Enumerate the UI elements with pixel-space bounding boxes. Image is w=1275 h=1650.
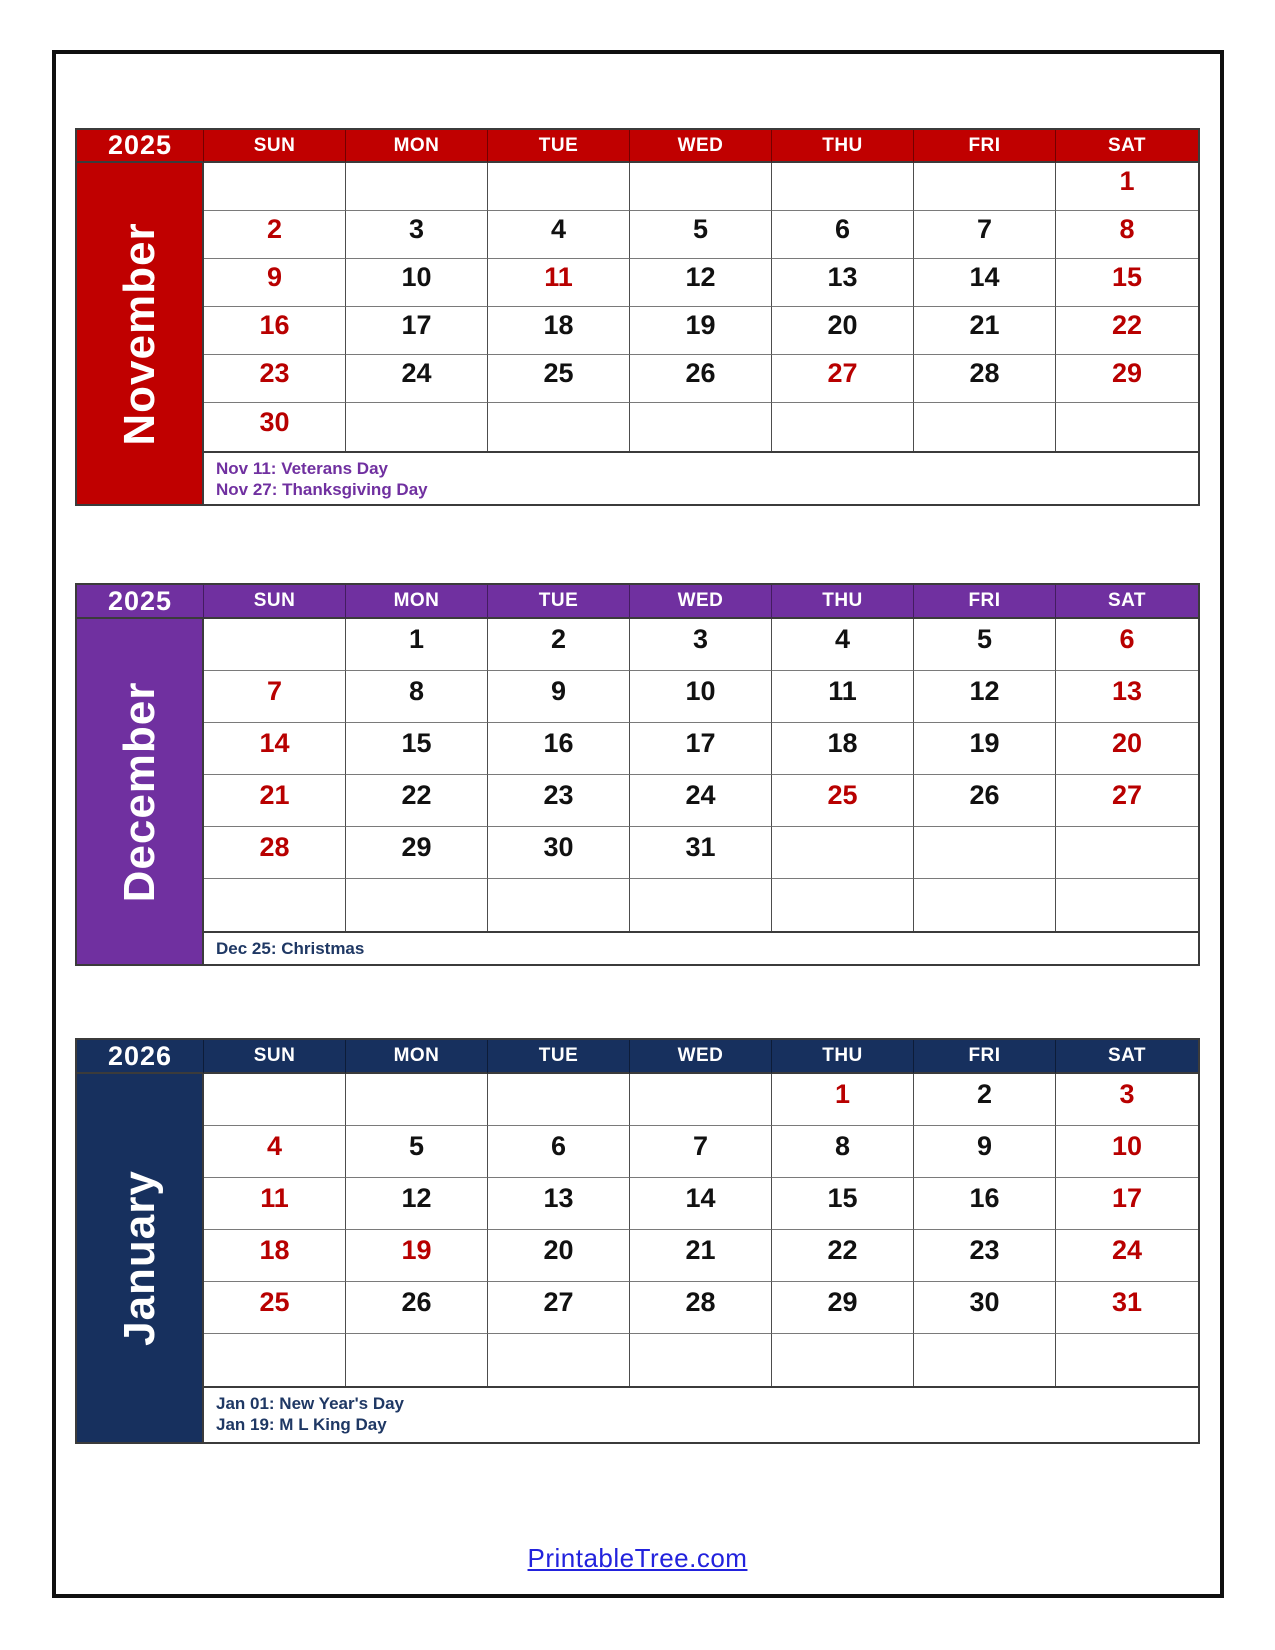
day-header-mon: MON [346,130,488,163]
date-cell-november-28 [914,355,1056,403]
date-cell-empty [630,163,772,211]
date-cell-empty [204,1074,346,1126]
day-header-sun: SUN [204,130,346,163]
date-number: 17 [685,728,716,758]
date-cell-november-17 [346,307,488,355]
date-number: 18 [827,728,858,758]
holiday-footer [204,931,1198,964]
date-number: 13 [543,1183,574,1213]
date-cell-empty [772,163,914,211]
date-cell-november-18 [488,307,630,355]
date-cell-empty [488,879,630,931]
day-header-wed: WED [630,1040,772,1074]
month-band [77,1074,204,1442]
footer-link[interactable]: PrintableTree.com [527,1543,748,1573]
date-cell-empty [346,879,488,931]
date-cell-december-1 [346,619,488,671]
day-header-tue: TUE [488,1040,630,1074]
date-number: 14 [259,728,290,758]
date-number: 22 [401,780,432,810]
date-cell-empty [1056,827,1198,879]
date-cell-january-15 [772,1178,914,1230]
date-number: 24 [401,358,432,388]
date-cell-november-26 [630,355,772,403]
date-cell-january-23 [914,1230,1056,1282]
date-number: 25 [543,358,574,388]
date-cell-december-26 [914,775,1056,827]
day-header-fri: FRI [914,585,1056,619]
holiday-line: Jan 19: M L King Day [216,1415,387,1434]
date-cell-empty [204,163,346,211]
date-cell-november-6 [772,211,914,259]
date-cell-november-21 [914,307,1056,355]
date-number: 15 [401,728,432,758]
date-number: 2 [550,624,567,654]
date-cell-empty [914,879,1056,931]
date-number: 24 [1111,1235,1143,1265]
date-number: 7 [692,1131,709,1161]
date-number: 1 [408,624,425,654]
date-cell-november-12 [630,259,772,307]
date-number: 14 [969,262,1000,292]
date-number: 27 [1111,780,1143,810]
date-number: 20 [1111,728,1143,758]
date-number: 21 [685,1235,716,1265]
date-number: 8 [1119,214,1135,244]
date-number: 10 [685,676,716,706]
date-number: 21 [969,310,1000,340]
day-header-tue: TUE [488,585,630,619]
day-header-wed: WED [630,130,772,163]
date-number: 3 [1119,1079,1135,1109]
date-number: 28 [259,832,290,862]
year-cell: 2025 [77,585,204,619]
date-number: 13 [827,262,858,292]
date-cell-december-2 [488,619,630,671]
date-number: 15 [1111,262,1143,292]
date-cell-empty [630,403,772,451]
date-cell-december-29 [346,827,488,879]
month-label: January [114,1170,164,1346]
date-number: 13 [1111,676,1143,706]
day-header-sat: SAT [1056,1040,1198,1074]
date-cell-empty [1056,1334,1198,1386]
date-cell-empty [630,879,772,931]
day-header-thu: THU [772,130,914,163]
date-number: 2 [976,1079,993,1109]
date-cell-november-13 [772,259,914,307]
date-cell-december-19 [914,723,1056,775]
date-cell-january-19 [346,1230,488,1282]
date-number: 15 [827,1183,858,1213]
date-cell-empty [914,403,1056,451]
date-cell-january-21 [630,1230,772,1282]
year-cell: 2026 [77,1040,204,1074]
date-number: 4 [834,624,851,654]
date-cell-empty [914,1334,1056,1386]
date-cell-empty [488,1074,630,1126]
day-header-fri: FRI [914,130,1056,163]
date-cell-december-3 [630,619,772,671]
month-january [75,1038,1200,1444]
day-header-sun: SUN [204,1040,346,1074]
date-cell-january-31 [1056,1282,1198,1334]
date-number: 5 [976,624,993,654]
date-number: 31 [685,832,716,862]
date-cell-november-16 [204,307,346,355]
date-cell-january-9 [914,1126,1056,1178]
holiday-line: Dec 25: Christmas [216,939,365,958]
date-number: 7 [976,214,993,244]
day-header-tue: TUE [488,130,630,163]
month-band [77,619,204,964]
date-number: 22 [1111,310,1143,340]
date-cell-empty [772,827,914,879]
date-number: 11 [544,262,573,292]
date-cell-december-10 [630,671,772,723]
day-header-mon: MON [346,1040,488,1074]
date-cell-december-30 [488,827,630,879]
date-cell-december-27 [1056,775,1198,827]
date-cell-november-8 [1056,211,1198,259]
date-number: 5 [408,1131,425,1161]
date-cell-empty [488,403,630,451]
date-cell-january-20 [488,1230,630,1282]
date-cell-january-2 [914,1074,1056,1126]
date-cell-november-15 [1056,259,1198,307]
date-cell-empty [772,1334,914,1386]
date-number: 9 [266,262,283,292]
day-header-fri: FRI [914,1040,1056,1074]
date-number: 16 [543,728,574,758]
date-cell-november-14 [914,259,1056,307]
date-cell-empty [630,1334,772,1386]
date-number: 3 [408,214,425,244]
day-header-sun: SUN [204,585,346,619]
date-number: 29 [827,1287,858,1317]
date-cell-december-20 [1056,723,1198,775]
date-cell-empty [488,1334,630,1386]
date-number: 30 [543,832,574,862]
date-cell-january-22 [772,1230,914,1282]
date-number: 17 [401,310,432,340]
date-cell-november-3 [346,211,488,259]
date-cell-november-30 [204,403,346,451]
date-cell-january-8 [772,1126,914,1178]
date-cell-january-4 [204,1126,346,1178]
date-cell-empty [204,619,346,671]
date-number: 10 [401,262,432,292]
date-number: 25 [827,780,858,810]
date-cell-january-26 [346,1282,488,1334]
date-cell-december-7 [204,671,346,723]
date-cell-january-7 [630,1126,772,1178]
date-number: 28 [685,1287,716,1317]
date-number: 29 [1111,358,1143,388]
date-number: 27 [543,1287,574,1317]
holiday-line: Jan 01: New Year's Day [216,1394,405,1413]
date-number: 26 [969,780,1000,810]
holiday-footer [204,451,1198,504]
date-number: 1 [834,1079,851,1109]
month-label: December [114,681,164,902]
date-cell-empty [346,163,488,211]
date-number: 25 [259,1287,290,1317]
date-cell-january-25 [204,1282,346,1334]
date-cell-november-5 [630,211,772,259]
date-number: 24 [685,780,716,810]
date-cell-empty [914,163,1056,211]
month-november [75,128,1200,506]
date-cell-november-22 [1056,307,1198,355]
date-cell-empty [204,1334,346,1386]
date-cell-december-18 [772,723,914,775]
date-number: 4 [266,1131,283,1161]
date-cell-november-27 [772,355,914,403]
date-number: 21 [259,780,290,810]
date-number: 12 [401,1183,432,1213]
date-cell-december-21 [204,775,346,827]
date-cell-november-4 [488,211,630,259]
date-number: 26 [685,358,716,388]
date-cell-january-11 [204,1178,346,1230]
holiday-line: Nov 27: Thanksgiving Day [216,480,428,499]
date-cell-empty [346,1074,488,1126]
date-number: 16 [259,310,290,340]
date-cell-empty [914,827,1056,879]
date-cell-november-9 [204,259,346,307]
date-cell-december-11 [772,671,914,723]
date-cell-december-24 [630,775,772,827]
day-header-sat: SAT [1056,130,1198,163]
date-cell-december-23 [488,775,630,827]
date-cell-november-2 [204,211,346,259]
date-number: 7 [266,676,283,706]
date-cell-november-11 [488,259,630,307]
date-cell-january-17 [1056,1178,1198,1230]
date-number: 4 [550,214,567,244]
date-cell-january-3 [1056,1074,1198,1126]
date-cell-december-13 [1056,671,1198,723]
date-number: 18 [259,1235,290,1265]
date-cell-empty [772,403,914,451]
date-number: 9 [976,1131,993,1161]
date-number: 8 [408,676,425,706]
date-number: 11 [828,676,857,706]
date-number: 30 [969,1287,1000,1317]
date-cell-january-6 [488,1126,630,1178]
year-cell: 2025 [77,130,204,163]
date-cell-december-17 [630,723,772,775]
day-header-thu: THU [772,1040,914,1074]
date-number: 11 [260,1183,289,1213]
date-cell-november-29 [1056,355,1198,403]
date-cell-empty [1056,879,1198,931]
date-cell-november-24 [346,355,488,403]
date-cell-empty [630,1074,772,1126]
date-cell-december-5 [914,619,1056,671]
date-cell-january-30 [914,1282,1056,1334]
date-number: 6 [550,1131,567,1161]
month-label: November [114,221,164,446]
date-number: 20 [543,1235,574,1265]
date-number: 27 [827,358,858,388]
date-number: 23 [259,358,290,388]
date-cell-november-20 [772,307,914,355]
date-cell-november-23 [204,355,346,403]
date-number: 8 [834,1131,851,1161]
date-number: 6 [1119,624,1135,654]
date-cell-january-18 [204,1230,346,1282]
date-cell-empty [346,403,488,451]
holiday-line: Nov 11: Veterans Day [216,459,388,478]
date-cell-december-12 [914,671,1056,723]
date-number: 29 [401,832,432,862]
date-cell-january-16 [914,1178,1056,1230]
date-number: 19 [969,728,1000,758]
date-cell-january-29 [772,1282,914,1334]
date-cell-december-28 [204,827,346,879]
date-number: 3 [692,624,709,654]
date-number: 5 [692,214,709,244]
date-number: 6 [834,214,851,244]
date-cell-december-25 [772,775,914,827]
date-cell-january-27 [488,1282,630,1334]
date-number: 12 [969,676,1000,706]
date-cell-december-4 [772,619,914,671]
date-cell-january-10 [1056,1126,1198,1178]
date-cell-january-12 [346,1178,488,1230]
date-cell-january-5 [346,1126,488,1178]
date-cell-december-22 [346,775,488,827]
date-number: 23 [543,780,574,810]
date-cell-december-31 [630,827,772,879]
date-cell-january-28 [630,1282,772,1334]
date-number: 12 [685,262,716,292]
date-cell-november-7 [914,211,1056,259]
date-cell-november-19 [630,307,772,355]
date-cell-empty [1056,403,1198,451]
month-band [77,163,204,504]
date-number: 9 [550,676,567,706]
date-cell-december-16 [488,723,630,775]
date-cell-january-1 [772,1074,914,1126]
date-number: 1 [1119,166,1135,196]
date-cell-empty [772,879,914,931]
date-cell-november-10 [346,259,488,307]
date-cell-january-24 [1056,1230,1198,1282]
date-number: 30 [259,406,290,437]
day-header-mon: MON [346,585,488,619]
date-cell-december-15 [346,723,488,775]
date-cell-january-14 [630,1178,772,1230]
day-header-wed: WED [630,585,772,619]
date-cell-empty [204,879,346,931]
date-number: 16 [969,1183,1000,1213]
date-cell-empty [488,163,630,211]
date-cell-november-1 [1056,163,1198,211]
date-number: 28 [969,358,1000,388]
date-cell-december-8 [346,671,488,723]
date-number: 20 [827,310,858,340]
date-number: 14 [685,1183,716,1213]
date-cell-december-9 [488,671,630,723]
date-number: 18 [543,310,574,340]
date-cell-december-14 [204,723,346,775]
date-number: 22 [827,1235,858,1265]
date-number: 26 [401,1287,432,1317]
date-cell-january-13 [488,1178,630,1230]
date-number: 19 [685,310,716,340]
day-header-thu: THU [772,585,914,619]
date-number: 19 [401,1235,432,1265]
holiday-footer [204,1386,1198,1442]
date-number: 2 [266,214,283,244]
date-number: 10 [1111,1131,1143,1161]
date-number: 23 [969,1235,1000,1265]
date-cell-december-6 [1056,619,1198,671]
date-number: 17 [1111,1183,1143,1213]
day-header-sat: SAT [1056,585,1198,619]
date-cell-empty [346,1334,488,1386]
month-december [75,583,1200,966]
date-cell-november-25 [488,355,630,403]
date-number: 31 [1111,1287,1143,1317]
